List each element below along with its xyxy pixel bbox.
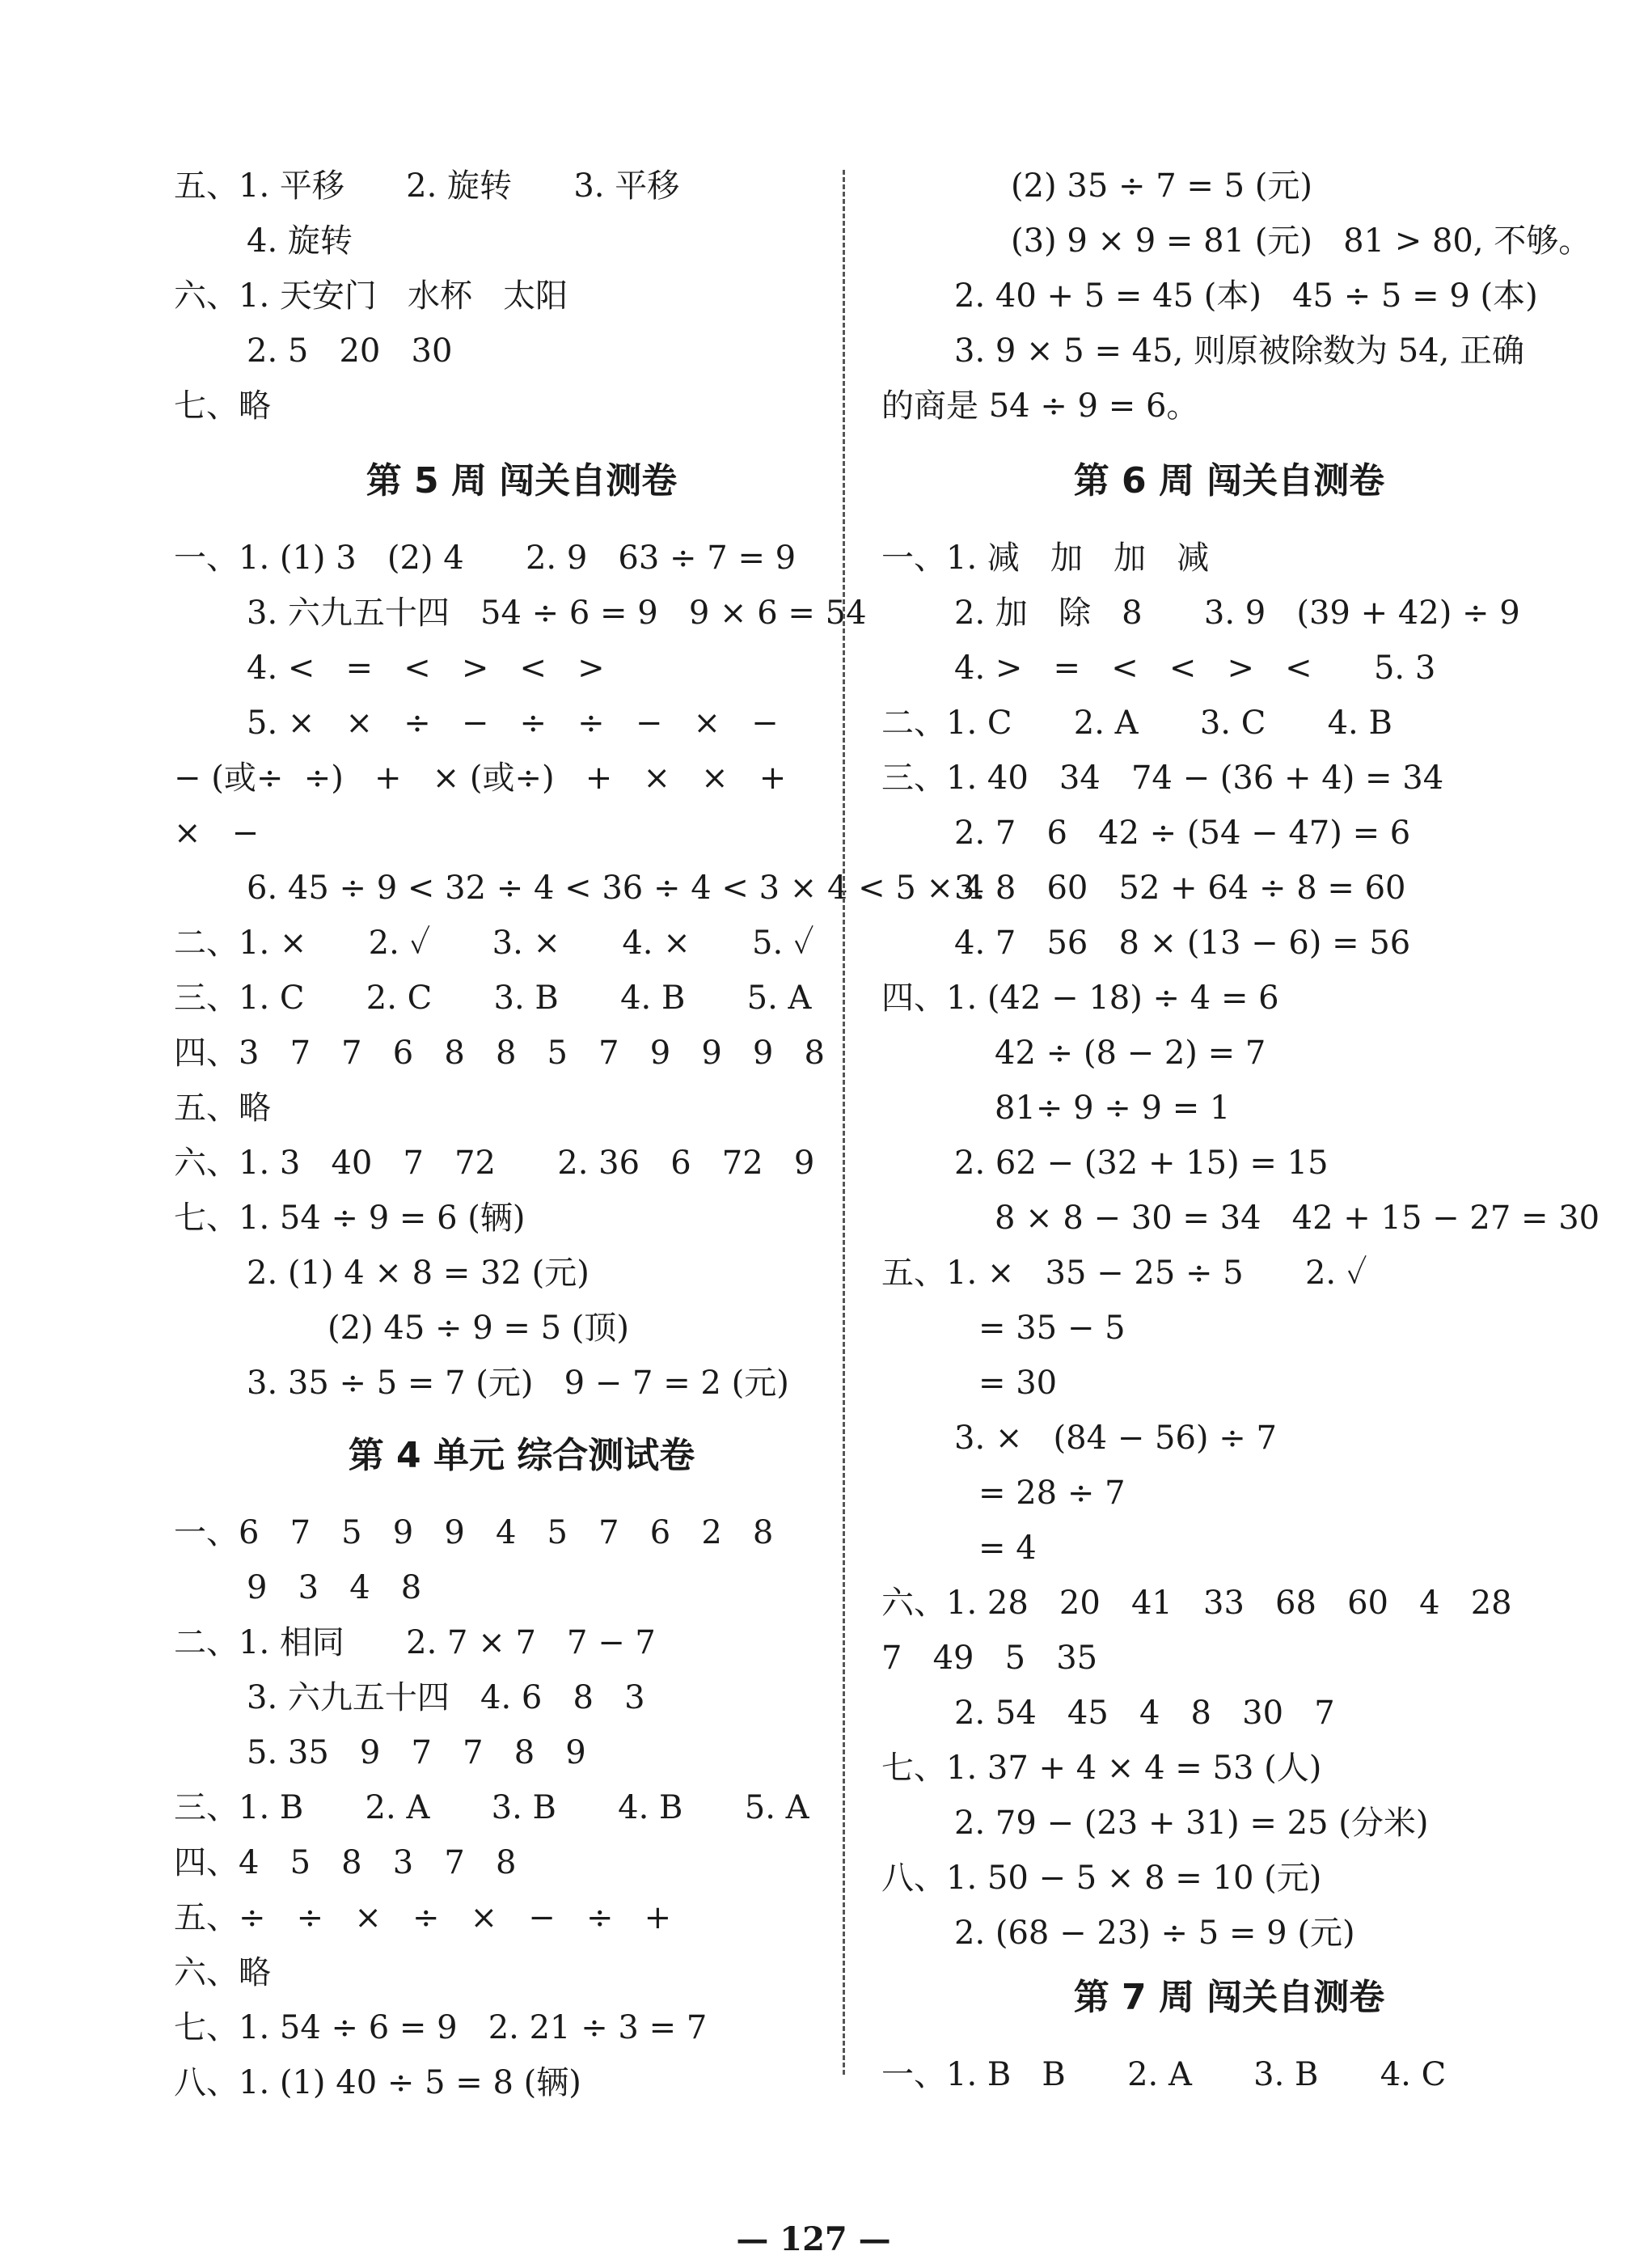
answer-line: 一、1. 减 加 加 减 xyxy=(881,539,1210,577)
answer-line: 一、1. B B 2. A 3. B 4. C xyxy=(881,2056,1447,2093)
answer-line: 42 ÷ (8 − 2) = 7 xyxy=(995,1035,1266,1072)
answer-line: 3. 35 ÷ 5 = 7 (元) 9 − 7 = 2 (元) xyxy=(247,1365,789,1402)
answer-line: = 30 xyxy=(978,1365,1058,1402)
answer-line: 八、1. (1) 40 ÷ 5 = 8 (辆) xyxy=(174,2064,581,2101)
answer-line: = 35 − 5 xyxy=(978,1310,1126,1347)
answer-line: = 28 ÷ 7 xyxy=(978,1475,1126,1512)
answer-line: 的商是 54 ÷ 9 = 6。 xyxy=(881,387,1199,425)
answer-line: 9 3 4 8 xyxy=(247,1569,422,1606)
answer-line: 四、4 5 8 3 7 8 xyxy=(174,1844,517,1881)
answer-line: 2. (1) 4 × 8 = 32 (元) xyxy=(247,1255,590,1292)
answer-line: 5. × × ÷ − ÷ ÷ − × − xyxy=(247,705,779,742)
answer-line: 2. 62 − (32 + 15) = 15 xyxy=(954,1145,1329,1182)
answer-line: 一、6 7 5 9 9 4 5 7 6 2 8 xyxy=(174,1514,774,1551)
answer-line: 3. 8 60 52 + 64 ÷ 8 = 60 xyxy=(954,870,1406,907)
answer-line: 四、3 7 7 6 8 8 5 7 9 9 9 8 xyxy=(174,1035,825,1072)
answer-line: 六、1. 天安门 水杯 太阳 xyxy=(174,277,568,315)
answer-line: 2. 5 20 30 xyxy=(247,332,453,370)
answer-line: 3. 六九五十四 4. 6 8 3 xyxy=(247,1679,645,1716)
answer-line: 五、1. 平移 2. 旋转 3. 平移 xyxy=(174,167,680,205)
answer-line: 3. × (84 − 56) ÷ 7 xyxy=(954,1420,1277,1457)
answer-line: 五、1. × 35 − 25 ÷ 5 2. ✓ xyxy=(881,1255,1367,1292)
answer-line: 2. 7 6 42 ÷ (54 − 47) = 6 xyxy=(954,815,1411,852)
answer-line: (2) 35 ÷ 7 = 5 (元) xyxy=(1011,167,1312,205)
answer-line: 2. 79 − (23 + 31) = 25 (分米) xyxy=(954,1805,1429,1842)
answer-line: (3) 9 × 9 = 81 (元) 81 > 80, 不够。 xyxy=(1011,222,1591,260)
answer-line: 七、1. 37 + 4 × 4 = 53 (人) xyxy=(881,1750,1322,1787)
answer-line: 三、1. B 2. A 3. B 4. B 5. A xyxy=(174,1789,809,1826)
answer-line: 五、略 xyxy=(174,1090,271,1127)
answer-line: × − xyxy=(174,815,260,852)
answer-line: 七、1. 54 ÷ 6 = 9 2. 21 ÷ 3 = 7 xyxy=(174,2009,708,2046)
answer-line: − (或÷ ÷) + × (或÷) + × × + xyxy=(174,760,787,797)
section-title: 第 4 单元 综合测试卷 xyxy=(348,1435,695,1476)
answer-line: 六、略 xyxy=(174,1954,271,1991)
answer-line: 二、1. C 2. A 3. C 4. B xyxy=(881,705,1392,742)
answer-line: 三、1. C 2. C 3. B 4. B 5. A xyxy=(174,980,812,1017)
answer-line: 二、1. × 2. ✓ 3. × 4. × 5. ✓ xyxy=(174,925,814,962)
page-number: — 127 — xyxy=(736,2220,891,2258)
section-title: 第 5 周 闯关自测卷 xyxy=(366,460,678,501)
answer-line: 8 × 8 − 30 = 34 42 + 15 − 27 = 30 xyxy=(995,1200,1600,1237)
answer-line: 3. 六九五十四 54 ÷ 6 = 9 9 × 6 = 54 xyxy=(247,595,867,632)
answer-line: 4. < = < > < > xyxy=(247,650,605,687)
answer-line: (2) 45 ÷ 9 = 5 (顶) xyxy=(328,1310,629,1347)
answer-line: 2. 40 + 5 = 45 (本) 45 ÷ 5 = 9 (本) xyxy=(954,277,1538,315)
section-title: 第 6 周 闯关自测卷 xyxy=(1073,460,1385,501)
answer-line: 五、÷ ÷ × ÷ × − ÷ + xyxy=(174,1899,672,1936)
answer-line: 4. > = < < > < 5. 3 xyxy=(954,650,1436,687)
answer-line: = 4 xyxy=(978,1530,1037,1567)
section-title: 第 7 周 闯关自测卷 xyxy=(1073,1977,1385,2018)
answer-line: 三、1. 40 34 74 − (36 + 4) = 34 xyxy=(881,760,1444,797)
answer-line: 2. 54 45 4 8 30 7 xyxy=(954,1695,1335,1732)
answer-line: 2. 加 除 8 3. 9 (39 + 42) ÷ 9 xyxy=(954,595,1520,632)
answer-line: 七、1. 54 ÷ 9 = 6 (辆) xyxy=(174,1200,526,1237)
column-divider xyxy=(843,170,845,2075)
answer-line: 6. 45 ÷ 9 < 32 ÷ 4 < 36 ÷ 4 < 3 × 4 < 5 × 4 xyxy=(247,870,985,907)
answer-line: 3. 9 × 5 = 45, 则原被除数为 54, 正确 xyxy=(954,332,1525,370)
answer-line: 六、1. 3 40 7 72 2. 36 6 72 9 xyxy=(174,1145,815,1182)
answer-line: 二、1. 相同 2. 7 × 7 7 − 7 xyxy=(174,1624,656,1661)
answer-line: 81÷ 9 ÷ 9 = 1 xyxy=(995,1090,1231,1127)
answer-line: 4. 7 56 8 × (13 − 6) = 56 xyxy=(954,925,1411,962)
answer-line: 4. 旋转 xyxy=(247,222,353,260)
answer-line: 7 49 5 35 xyxy=(881,1640,1098,1677)
answer-line: 六、1. 28 20 41 33 68 60 4 28 xyxy=(881,1585,1512,1622)
answer-line: 一、1. (1) 3 (2) 4 2. 9 63 ÷ 7 = 9 xyxy=(174,539,797,577)
answer-line: 八、1. 50 − 5 × 8 = 10 (元) xyxy=(881,1860,1322,1897)
answer-line: 四、1. (42 − 18) ÷ 4 = 6 xyxy=(881,980,1279,1017)
answer-line: 2. (68 − 23) ÷ 5 = 9 (元) xyxy=(954,1915,1355,1952)
answer-line: 5. 35 9 7 7 8 9 xyxy=(247,1734,586,1771)
answer-line: 七、略 xyxy=(174,387,271,425)
